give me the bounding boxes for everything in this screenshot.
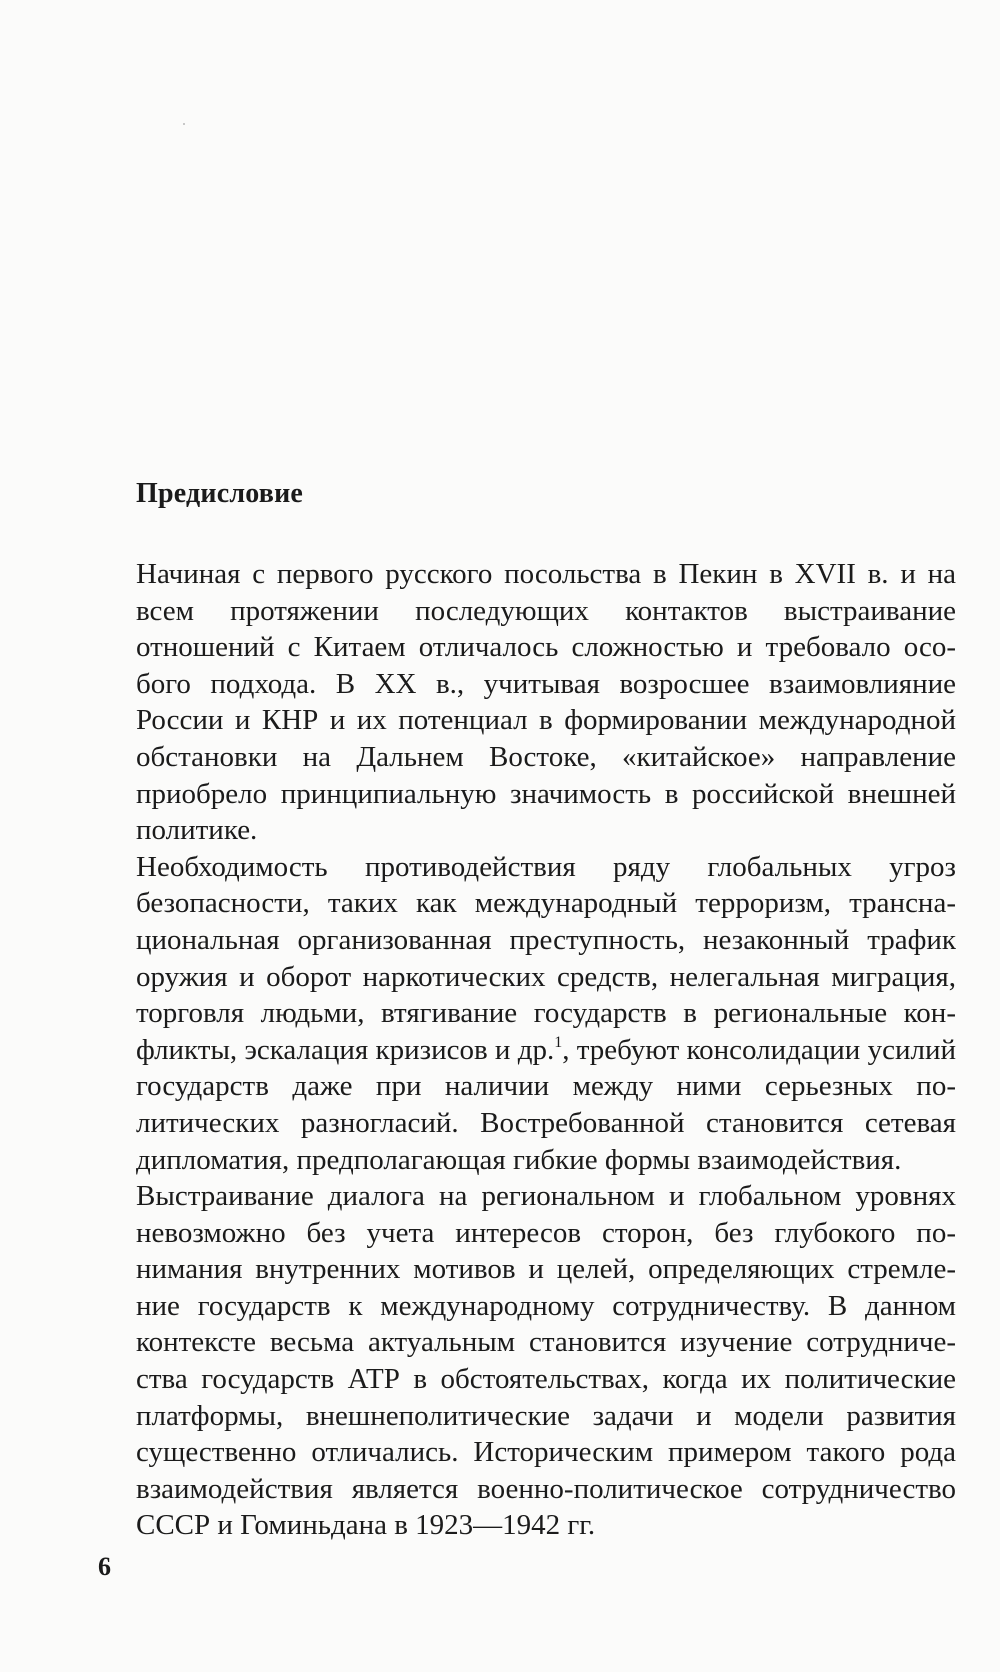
section-heading: Предисловие (136, 478, 304, 509)
paragraph-2 (136, 849, 956, 1178)
footnote-marker[interactable]: 1 (554, 1033, 563, 1051)
body-text (136, 556, 956, 1544)
paragraph-3-text: Выстраивание диалога на региональном и глобальном уровнях невозможно без учета интересов сторон, без глубокого понимания внутренних мотивов и целей, определяющих стремление государств к международному сотрудничеству. В данном контексте весьма актуальным становится изучение сотрудничества государств АТР в обстоятельствах, когда их политические платформы, внешнеполитические задачи и модели развития существенно отличались. Историческим примером такого рода взаимодействия является военно-политическое сотрудничество СССР и Гоминьдана в 1923—1942 гг. (136, 1180, 956, 1542)
paragraph-3 (136, 1178, 956, 1544)
paragraph-2-text-b: , требуют консолидации усилий государств даже при наличии между ними серьезных политических разногласий. Востребованной становится сетевая дипломатия, предполагающая гибкие формы взаимодействия. (136, 1033, 956, 1176)
paragraph-2-text-a: Необходимость противодействия ряду глобальных угроз безопасности, таких как международный терроризм, транснациональная организованная преступность, незаконный трафик оружия и оборот наркотических средств, нелегальная миграция, торговля людьми, втягивание государств в региональные конфликты, эскалация кризисов и др. (136, 850, 956, 1066)
paragraph-1-text: Начиная с первого русского посольства в Пекин в XVII в. и на всем протяжении последующих контактов выстраивание отношений с Китаем отличалось сложностью и требовало особого подхода. В XX в., учитывая возросшее взаимовлияние России и КНР и их потенциал в формировании международной обстановки на Дальнем Востоке, «китайское» направление приобрело принципиальную значимость в российской внешней политике. (136, 558, 956, 847)
paragraph-1 (136, 556, 956, 849)
paper-speck (183, 123, 185, 125)
page-number: 6 (98, 1552, 111, 1581)
